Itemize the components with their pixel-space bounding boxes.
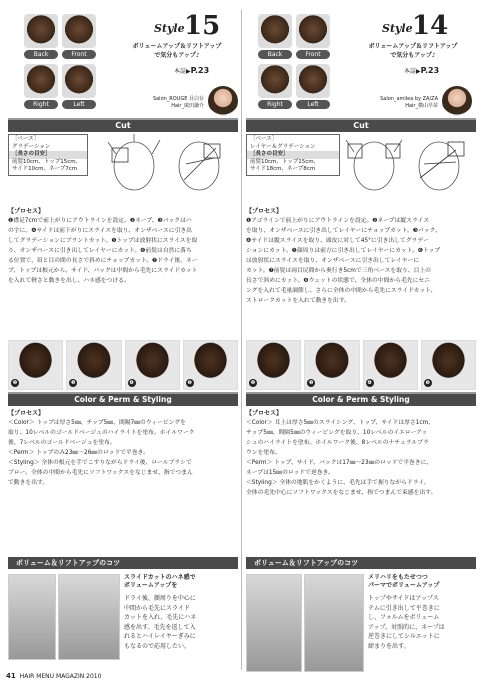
color-process-heading: 【プロセス】 [246, 410, 283, 417]
length-heading: ［長さの目安］ [9, 151, 87, 159]
salon-name: Salon_amilea by ZA/ZA [380, 96, 438, 102]
tip-photo-2 [58, 574, 120, 660]
color-line: ＜Styling＞ 全体の根元を手でこすりながらドライ後、ロールブラシで [8, 460, 192, 466]
salon-credit [144, 96, 204, 110]
step-number: ❺ [425, 380, 430, 386]
style-word: Style [382, 22, 413, 35]
back-view-photo [258, 14, 292, 48]
stylist-name: Hair_横山早苗 [405, 103, 438, 109]
length-heading: ［長さの目安］ [247, 151, 339, 159]
back-label: Back [258, 50, 292, 59]
color-line: ネープは15㎜のロッドで逆巻き。 [246, 470, 334, 476]
color-line: 後、7レベルのゴールドベージュを塗布。 [8, 440, 116, 446]
process-photo [363, 340, 418, 390]
right-view-photo [258, 64, 292, 98]
process-line: ❶アゴラインで前上がりにアウトラインを設定。❷ネープは縦スライス [246, 218, 430, 224]
cut-process-text [246, 216, 478, 306]
tip-line: トップやサイドはアップス [368, 595, 439, 602]
left-view-photo [296, 64, 330, 98]
tip-body [368, 594, 478, 651]
process-line: ションにカット。❺顔周りは前方に引き出してレイヤーにカット。❻トップ [246, 248, 441, 254]
color-process-text [246, 418, 480, 498]
right-label: Right [24, 100, 58, 109]
process-heading: 【プロセス】 [8, 208, 45, 215]
color-process-text [8, 418, 240, 488]
front-view-photo [296, 14, 330, 48]
process-line: の字に。❹サイドは前下がりにスライスを取り、オンザベースに引き出 [8, 228, 192, 234]
step-number: ❷ [250, 380, 256, 386]
base-info-box [246, 134, 340, 176]
tip-line: テムに引き出して平巻きに [368, 604, 440, 612]
tip-line: れるとハイレイヤーぎみに [124, 633, 196, 640]
base-info-box [8, 134, 88, 176]
process-photo [66, 340, 121, 390]
color-line: ＜Styling＞ 全体の地肌をかくように、毛先は手で握りながらドライ。 [246, 480, 430, 486]
style-word: Style [154, 22, 185, 35]
cut-section-header: Cut [246, 118, 476, 132]
process-photo [421, 340, 476, 390]
step-number: ❷ [12, 380, 18, 386]
page-footer [6, 672, 101, 680]
color-perm-styling-header: Color & Perm & Styling [246, 392, 476, 406]
cut-section-header: Cut [8, 118, 238, 132]
step-number: ❸ [309, 380, 314, 386]
process-line: る位置で、眉と目の間の長さで斜めにチョップカット。❼ドライ後、ネー [8, 258, 198, 264]
process-line: 長さで斜めにカット。❽ウェットの状態で、全体の中間から毛先にセニ [246, 278, 430, 284]
tip-heading [368, 574, 478, 590]
page-number: 41 [6, 672, 16, 680]
style-15-column [4, 0, 242, 676]
salon-credit [374, 96, 438, 110]
process-photo-strip [8, 340, 238, 390]
catch-line-1: ボリュームアップ＆リフトアップ [368, 43, 458, 50]
color-line: で動きを出す。 [8, 480, 49, 486]
process-photo [8, 340, 63, 390]
tip-line: もなるので応用したい。 [124, 642, 191, 650]
color-line: チップ5㎜、間隔5㎜のウィービングを取り、10レベルのイエローアッ [246, 430, 428, 436]
style-14-column [244, 0, 482, 676]
tip-line: 締まりを出す。 [368, 642, 410, 650]
catch-copy [122, 42, 232, 60]
process-heading: 【プロセス】 [246, 208, 283, 215]
color-line: ブロー。全体の中間から毛先にソフトワックスをなじませ、指でつまん [8, 470, 193, 476]
tip-photo-2 [304, 574, 364, 672]
page-ref-prefix: 本誌▶ [404, 68, 421, 75]
process-line: ❶襟足7cmで前上がりにアウトラインを設定。❷ネープ、❸バックはハ [8, 218, 192, 224]
cut-diagram [104, 134, 234, 196]
tip-heading-line: パーマでボリュームアップ [368, 582, 440, 589]
tip-line: 感を出す。毛先を返して入 [124, 623, 196, 631]
cut-diagram [344, 134, 474, 196]
base-text: グラデーション [12, 143, 51, 150]
process-photo [246, 340, 301, 390]
process-line: を入れて軽さと動きを出し、ハネ感をつける。 [8, 278, 130, 284]
length-line-2: サイド10cm、ネープ7cm [12, 166, 78, 172]
tip-photo-1 [8, 574, 56, 660]
salon-name: Salon_ROUGE 目白台 [152, 96, 204, 102]
left-view-photo [62, 64, 96, 98]
catch-copy [358, 42, 468, 60]
back-label: Back [24, 50, 58, 59]
color-line: シュのハイライトを塗布。ホイルワーク後、8レベルのナチュラルブラ [246, 440, 429, 446]
tip-heading-line: スライドカットのハネ感で [124, 574, 196, 581]
stylist-avatar [208, 86, 238, 116]
tip-heading-line: ボリュームアップを [124, 582, 178, 589]
step-number: ❺ [187, 380, 192, 386]
color-line: ＜Perm＞ トップ、サイド、バックは17㎜〜23㎜のロッドで平巻きに、 [246, 460, 433, 466]
color-perm-styling-header: Color & Perm & Styling [8, 392, 238, 406]
tip-body [124, 594, 240, 651]
magazine-name: HAIR MENU MAGAZIN 2010 [19, 673, 102, 680]
process-line: してグラデーションにブラントカット。❺トップは放射状にスライスを取 [8, 238, 198, 244]
color-line: 取り、10レベルのゴールドベージュのハイライトを塗布。ホイルワーク [8, 430, 195, 436]
color-process-heading: 【プロセス】 [8, 410, 45, 417]
color-line: 全体の毛先中心にソフトワックスをなじませ、指でつまんで束感を出す。 [246, 490, 437, 496]
tip-line: カットを入れ、毛先にハネ [124, 614, 197, 621]
right-label: Right [258, 100, 292, 109]
length-line-1: 前髪10cm、トップ15cm、 [12, 158, 82, 165]
base-heading: ［ベース］ [12, 136, 40, 142]
process-line: り、オンザベースに引き出してレイヤーにカット。❻前髪は自然に落ち [8, 248, 192, 254]
process-photo [183, 340, 238, 390]
base-heading: ［ベース］ [250, 136, 278, 142]
process-line: プ、トップは根元から、サイド、バックは中間から毛先にスライドカット [8, 268, 198, 274]
stylist-name: Hair_廣田謙介 [171, 103, 204, 109]
process-line: は放射状にスライスを取り、オンザベースに引き出してレイヤーに [246, 258, 420, 264]
front-label: Front [62, 50, 96, 59]
catch-line-2: で気分もアップ♪ [154, 52, 200, 59]
page-ref-page: P.23 [190, 66, 210, 75]
catch-line-2: で気分もアップ♪ [390, 52, 436, 59]
process-line: を取り、オンザベースに引き出してレイヤーにチョップカット。❸バック、 [246, 228, 441, 234]
process-line: ❹サイドは縦スライスを取り、頭皮に対して45°に引き出してグラデー [246, 238, 429, 244]
cut-process-text [8, 216, 240, 286]
color-line: ウンを塗布。 [246, 450, 281, 456]
tip-section-header: ボリューム＆リフトアップのコツ [246, 557, 476, 569]
left-label: Left [296, 100, 330, 109]
process-photo [125, 340, 180, 390]
process-line: カット。❼前髪は両目尻間から奥行き5cmで三角ベースを取り、目上の [246, 268, 431, 274]
process-line: ストロークカットを入れて動きを出す。 [246, 298, 350, 304]
tip-heading [124, 574, 240, 590]
back-view-photo [24, 14, 58, 48]
base-text: レイヤー＆グラデーション [250, 143, 316, 150]
left-label: Left [62, 100, 96, 109]
page-ref-prefix: 本誌▶ [174, 68, 191, 75]
process-line: ングを入れて毛量調節し、さらに全体の中間から毛先にスライドカット、 [246, 288, 437, 294]
process-photo [304, 340, 359, 390]
tip-line: ドライ後、顔周りを中心に [124, 595, 196, 602]
step-number: ❸ [71, 380, 76, 386]
front-label: Front [296, 50, 330, 59]
style-number: 15 [184, 11, 221, 41]
stylist-avatar [442, 86, 472, 116]
catch-line-1: ボリュームアップ＆リフトアップ [132, 43, 222, 50]
page-reference [404, 66, 439, 75]
tip-heading-line: メリハリをもたせつつ [368, 574, 428, 581]
tip-line: アップ。対照的に、ネープは [368, 623, 445, 631]
page-reference [174, 66, 209, 75]
step-number: ❹ [129, 380, 134, 386]
style-number: 14 [412, 11, 449, 41]
page-ref-page: P.23 [420, 66, 440, 75]
color-line: ＜Color＞ トップは厚さ5㎜、チップ5㎜、間隔7㎜のウィービングを [8, 420, 186, 426]
front-view-photo [62, 14, 96, 48]
tip-line: し、フォルムをボリューム [368, 614, 440, 621]
length-line-1: 前髪10cm、トップ15cm、 [250, 158, 320, 165]
color-line: ＜Color＞ 耳上は厚さ5㎜のスライシング、トップ、サイドは厚さ1cm、 [246, 420, 434, 426]
tip-line: 中間から毛先にスライド [124, 604, 190, 612]
length-line-2: サイド18cm、ネープ8cm [250, 166, 316, 172]
tip-line: 逆巻きにしてシルエットに [368, 633, 440, 640]
step-number: ❹ [367, 380, 372, 386]
tip-photo-1 [246, 574, 302, 672]
process-photo-strip [246, 340, 476, 390]
right-view-photo [24, 64, 58, 98]
color-line: ＜Perm＞ トップのみ23㎜〜26㎜のロッドで平巻き。 [8, 450, 149, 456]
tip-section-header: ボリューム＆リフトアップのコツ [8, 557, 238, 569]
